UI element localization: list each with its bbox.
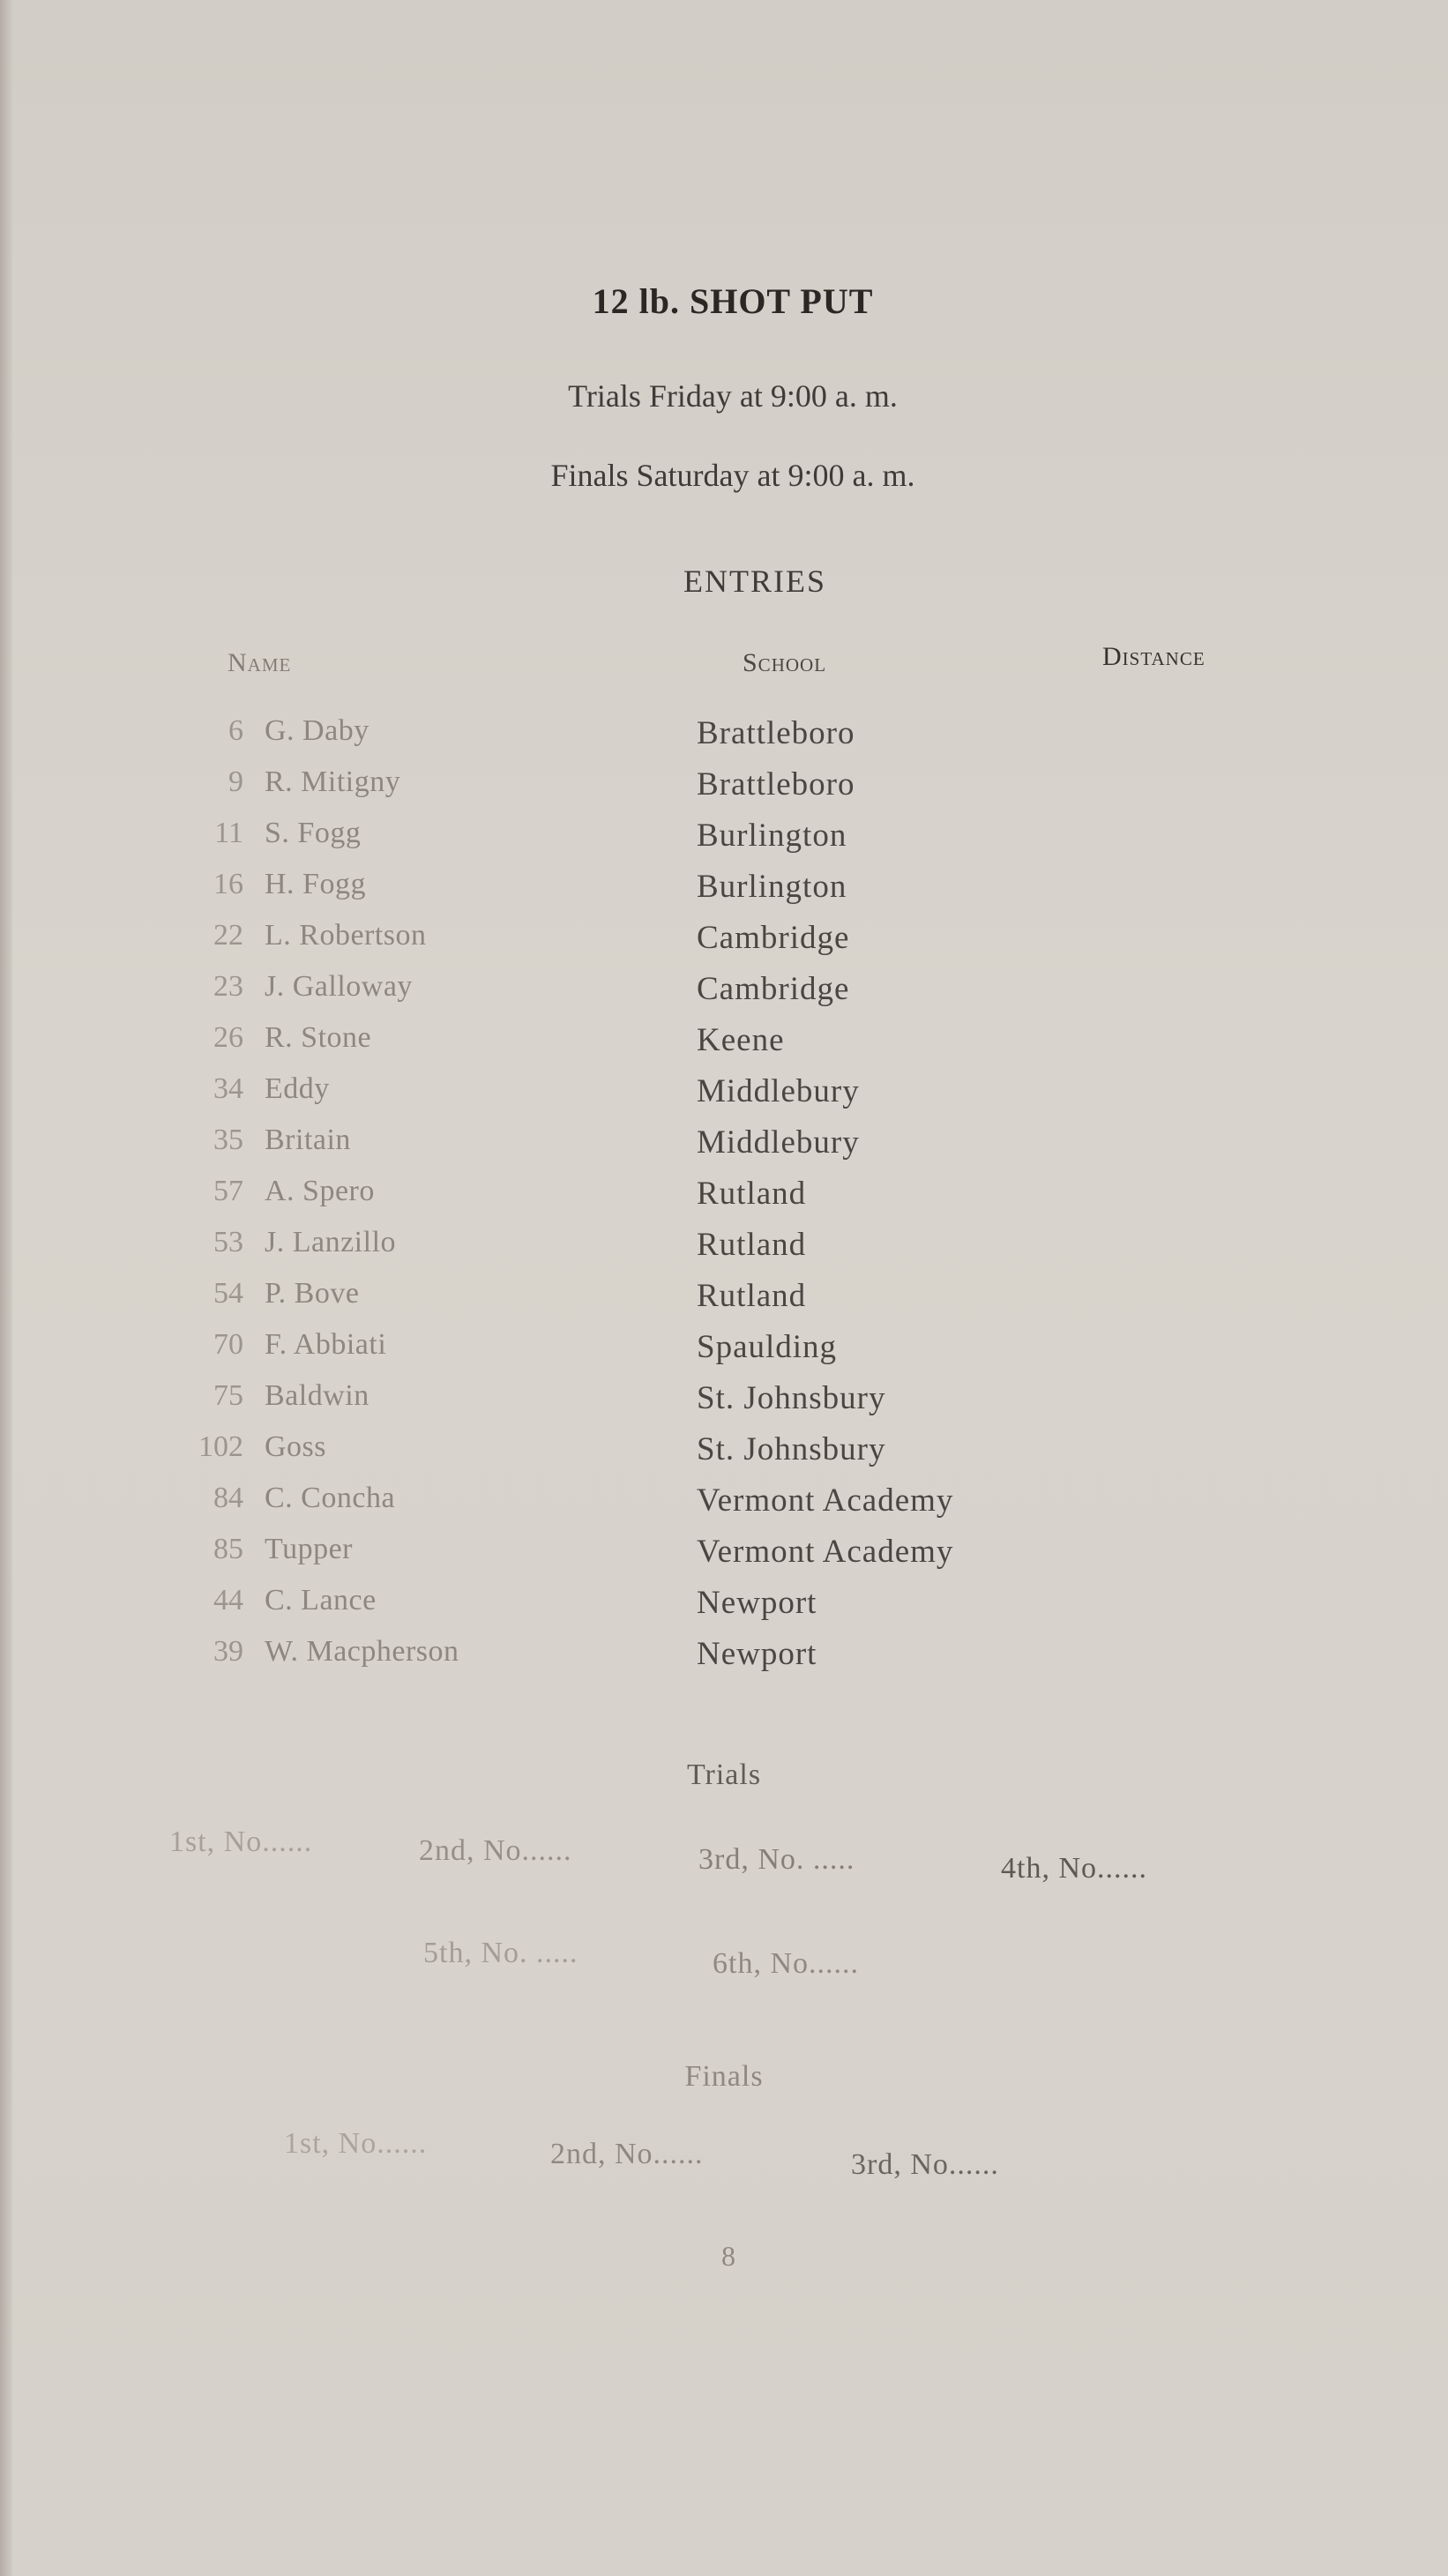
finals-heading: Finals — [684, 2060, 764, 2093]
finals-place-slot: 1st, No...... — [284, 2127, 428, 2160]
entry-row — [0, 1328, 1146, 1379]
entry-number: 11 — [214, 817, 243, 849]
entries-heading: ENTRIES — [683, 564, 826, 599]
entry-name: Goss — [265, 1430, 327, 1463]
entry-school: Burlington — [697, 869, 847, 905]
entry-number: 35 — [213, 1124, 243, 1156]
entry-number: 23 — [213, 970, 243, 1003]
trials-place-slot: 3rd, No. ..... — [698, 1843, 855, 1876]
entry-name: J. Lanzillo — [265, 1226, 397, 1258]
entry-school: Rutland — [697, 1278, 807, 1314]
entry-row — [0, 970, 1146, 1021]
entry-name: Britain — [265, 1124, 351, 1156]
entry-row — [0, 1379, 1146, 1430]
entry-name: W. Macpherson — [265, 1635, 459, 1668]
column-header-school: School — [743, 648, 827, 677]
entry-number: 75 — [213, 1379, 243, 1412]
entry-name: Baldwin — [265, 1379, 369, 1412]
entry-name: F. Abbiati — [265, 1328, 387, 1361]
entry-name: Eddy — [265, 1072, 330, 1105]
trials-place-slot: 1st, No...... — [169, 1826, 313, 1858]
entry-number: 34 — [213, 1072, 243, 1105]
entry-school: Newport — [697, 1636, 817, 1672]
entry-school: Cambridge — [697, 971, 850, 1007]
entry-school: Keene — [697, 1022, 785, 1058]
finals-place-slot: 2nd, No...... — [550, 2138, 704, 2170]
entry-row — [0, 1635, 1146, 1686]
trials-heading: Trials — [686, 1758, 762, 1791]
column-header-name: Name — [228, 648, 292, 677]
entry-row — [0, 1175, 1146, 1226]
trials-place-slot: 2nd, No...... — [419, 1834, 572, 1867]
entry-row — [0, 1584, 1146, 1635]
entry-school: Newport — [697, 1585, 817, 1621]
trials-place-slot: 6th, No...... — [713, 1947, 859, 1980]
entry-row — [0, 1072, 1146, 1124]
entry-name: A. Spero — [265, 1175, 375, 1207]
column-header-distance: Distance — [1102, 642, 1205, 671]
entry-school: Burlington — [697, 818, 847, 854]
entry-number: 6 — [228, 714, 243, 747]
entry-number: 16 — [213, 868, 243, 900]
entry-school: Rutland — [697, 1227, 807, 1263]
entry-name: R. Stone — [265, 1021, 372, 1054]
trials-place-slot: 4th, No...... — [1001, 1852, 1147, 1885]
entry-number: 70 — [213, 1328, 243, 1361]
entry-name: S. Fogg — [265, 817, 362, 849]
entry-row — [0, 1533, 1146, 1584]
entry-name: G. Daby — [265, 714, 369, 747]
entry-name: H. Fogg — [265, 868, 366, 900]
page-number: 8 — [721, 2240, 735, 2272]
entry-school: Rutland — [697, 1176, 807, 1212]
trials-place-slot: 5th, No. ..... — [423, 1937, 578, 1969]
entry-number: 26 — [213, 1021, 243, 1054]
entry-number: 22 — [213, 919, 243, 952]
entry-number: 9 — [228, 765, 243, 798]
event-title: 12 lb. SHOT PUT — [592, 281, 874, 321]
entry-number: 85 — [213, 1533, 243, 1565]
entry-row — [0, 1482, 1146, 1533]
entry-row — [0, 1277, 1146, 1328]
entry-school: Vermont Academy — [697, 1534, 954, 1570]
entry-name: R. Mitigny — [265, 765, 401, 798]
entry-number: 84 — [213, 1482, 243, 1514]
entry-name: P. Bove — [265, 1277, 360, 1310]
entry-row — [0, 1430, 1146, 1482]
entry-school: Middlebury — [697, 1073, 860, 1109]
finals-place-slot: 3rd, No...... — [851, 2148, 999, 2181]
entry-school: Middlebury — [697, 1124, 860, 1161]
entry-name: Tupper — [265, 1533, 353, 1565]
entry-name: C. Concha — [265, 1482, 396, 1514]
entry-school: St. Johnsbury — [697, 1380, 886, 1416]
trials-time: Trials Friday at 9:00 a. m. — [568, 378, 898, 414]
entry-name: C. Lance — [265, 1584, 377, 1617]
entry-school: Spaulding — [697, 1329, 838, 1365]
entry-row — [0, 1124, 1146, 1175]
entry-row — [0, 868, 1146, 919]
entry-school: Vermont Academy — [697, 1482, 954, 1519]
entry-name: J. Galloway — [265, 970, 413, 1003]
entry-row — [0, 1226, 1146, 1277]
entry-school: Brattleboro — [697, 715, 855, 751]
entry-row — [0, 919, 1146, 970]
entry-row — [0, 1021, 1146, 1072]
entry-number: 39 — [213, 1635, 243, 1668]
entry-name: L. Robertson — [265, 919, 427, 952]
finals-time: Finals Saturday at 9:00 a. m. — [550, 458, 915, 493]
entry-row — [0, 714, 1146, 765]
entry-school: St. Johnsbury — [697, 1431, 886, 1467]
entry-number: 44 — [213, 1584, 243, 1617]
entry-row — [0, 817, 1146, 868]
entry-number: 57 — [213, 1175, 243, 1207]
entry-school: Cambridge — [697, 920, 850, 956]
entry-number: 102 — [198, 1430, 243, 1463]
entry-number: 53 — [213, 1226, 243, 1258]
entry-row — [0, 765, 1146, 817]
entry-number: 54 — [213, 1277, 243, 1310]
entry-school: Brattleboro — [697, 766, 855, 803]
